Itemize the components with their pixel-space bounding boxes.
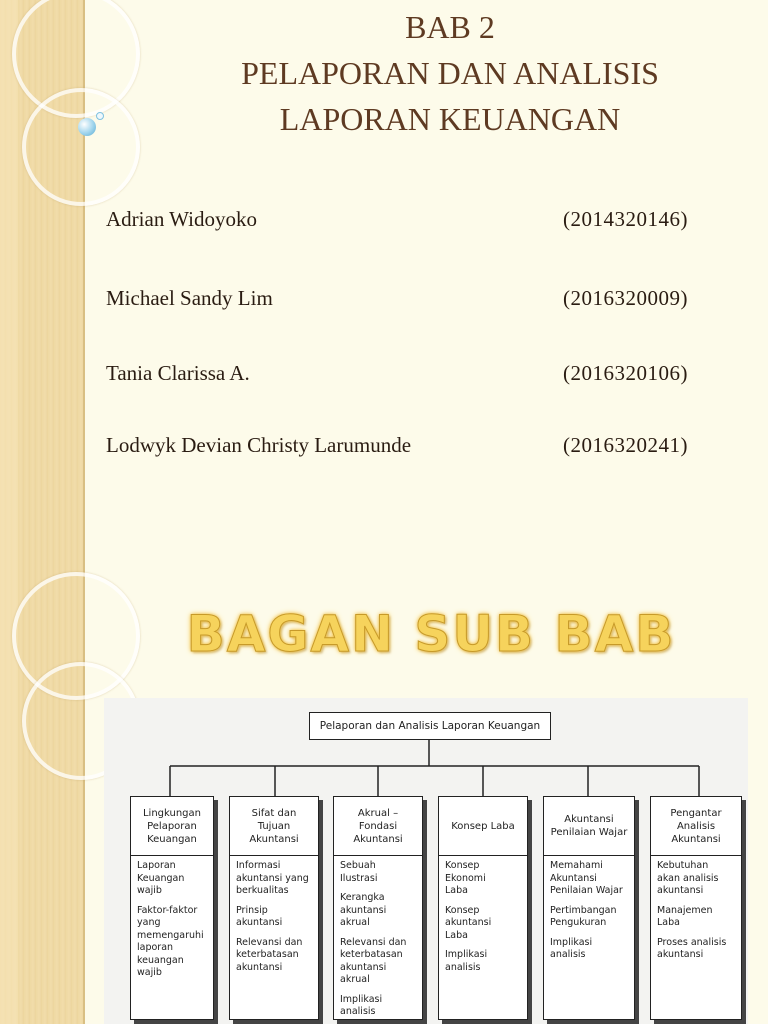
chart-slide	[0, 512, 768, 1024]
column-header: Akuntansi Penilaian Wajar	[544, 797, 634, 856]
member-id: (2016320009)	[563, 286, 688, 310]
member-name: Tania Clarissa A.	[106, 361, 250, 385]
column-header: Pengantar Analisis Akuntansi	[651, 797, 741, 856]
bubble-icon	[78, 118, 96, 136]
column-item: Informasi akuntansi yang berkualitas	[236, 860, 309, 896]
column-header: Lingkungan Pelaporan Keuangan	[131, 797, 213, 856]
column-item: Implikasi analisis	[445, 949, 488, 973]
column-header: Konsep Laba	[439, 797, 527, 856]
sub-chapter-diagram	[104, 698, 748, 1024]
member-name: Lodwyk Devian Christy Larumunde	[106, 433, 412, 457]
decorative-ring	[22, 88, 140, 206]
column-item: Memahami Akuntansi Penilaian Wajar	[550, 860, 623, 896]
member-id: (2016320106)	[563, 361, 688, 385]
column-header: Akrual – Fondasi Akuntansi	[334, 797, 422, 856]
column-item: Prinsip akuntansi	[236, 904, 283, 928]
column-item: Implikasi analisis	[550, 936, 593, 960]
column-item: Implikasi analisis	[340, 993, 383, 1017]
column-item: Kerangka akuntansi akrual	[340, 892, 387, 928]
column-item: Relevansi dan keterbatasan akuntansi akrual	[340, 936, 407, 985]
diagram-column	[543, 796, 635, 1020]
column-item: Laporan Keuangan wajib	[137, 860, 185, 896]
column-header: Sifat dan Tujuan Akuntansi	[230, 797, 318, 856]
slide-title-line-2: PELAPORAN DAN ANALISIS	[241, 55, 659, 91]
diagram-column	[130, 796, 214, 1020]
column-item: Proses analisis akuntansi	[657, 936, 727, 960]
diagram-root-box: Pelaporan dan Analisis Laporan Keuangan	[309, 712, 551, 740]
slide-heading: BAGAN SUB BAB	[186, 605, 676, 663]
column-item: Pertimbangan Pengukuran	[550, 904, 617, 928]
diagram-column	[650, 796, 742, 1020]
diagram-column	[438, 796, 528, 1020]
column-item: Konsep akuntansi Laba	[445, 904, 492, 941]
slide-title-line-3: LAPORAN KEUANGAN	[279, 101, 621, 137]
column-item: Faktor-faktor yang memengaruhi laporan keuangan wajib	[137, 904, 204, 978]
column-item: Kebutuhan akan analisis akuntansi	[657, 860, 719, 896]
column-item: Konsep Ekonomi Laba	[445, 860, 486, 896]
member-id: (2014320146)	[563, 207, 688, 231]
member-id: (2016320241)	[563, 433, 688, 457]
column-item: Manajemen Laba	[657, 904, 713, 928]
diagram-column	[229, 796, 319, 1020]
slide-title-line-1: BAB 2	[405, 9, 495, 45]
diagram-column	[333, 796, 423, 1020]
column-item: Relevansi dan keterbatasan akuntansi	[236, 936, 303, 973]
column-item: Sebuah Ilustrasi	[340, 860, 378, 884]
member-name: Adrian Widoyoko	[106, 207, 257, 231]
bubble-icon	[96, 112, 104, 120]
member-name: Michael Sandy Lim	[106, 286, 273, 310]
